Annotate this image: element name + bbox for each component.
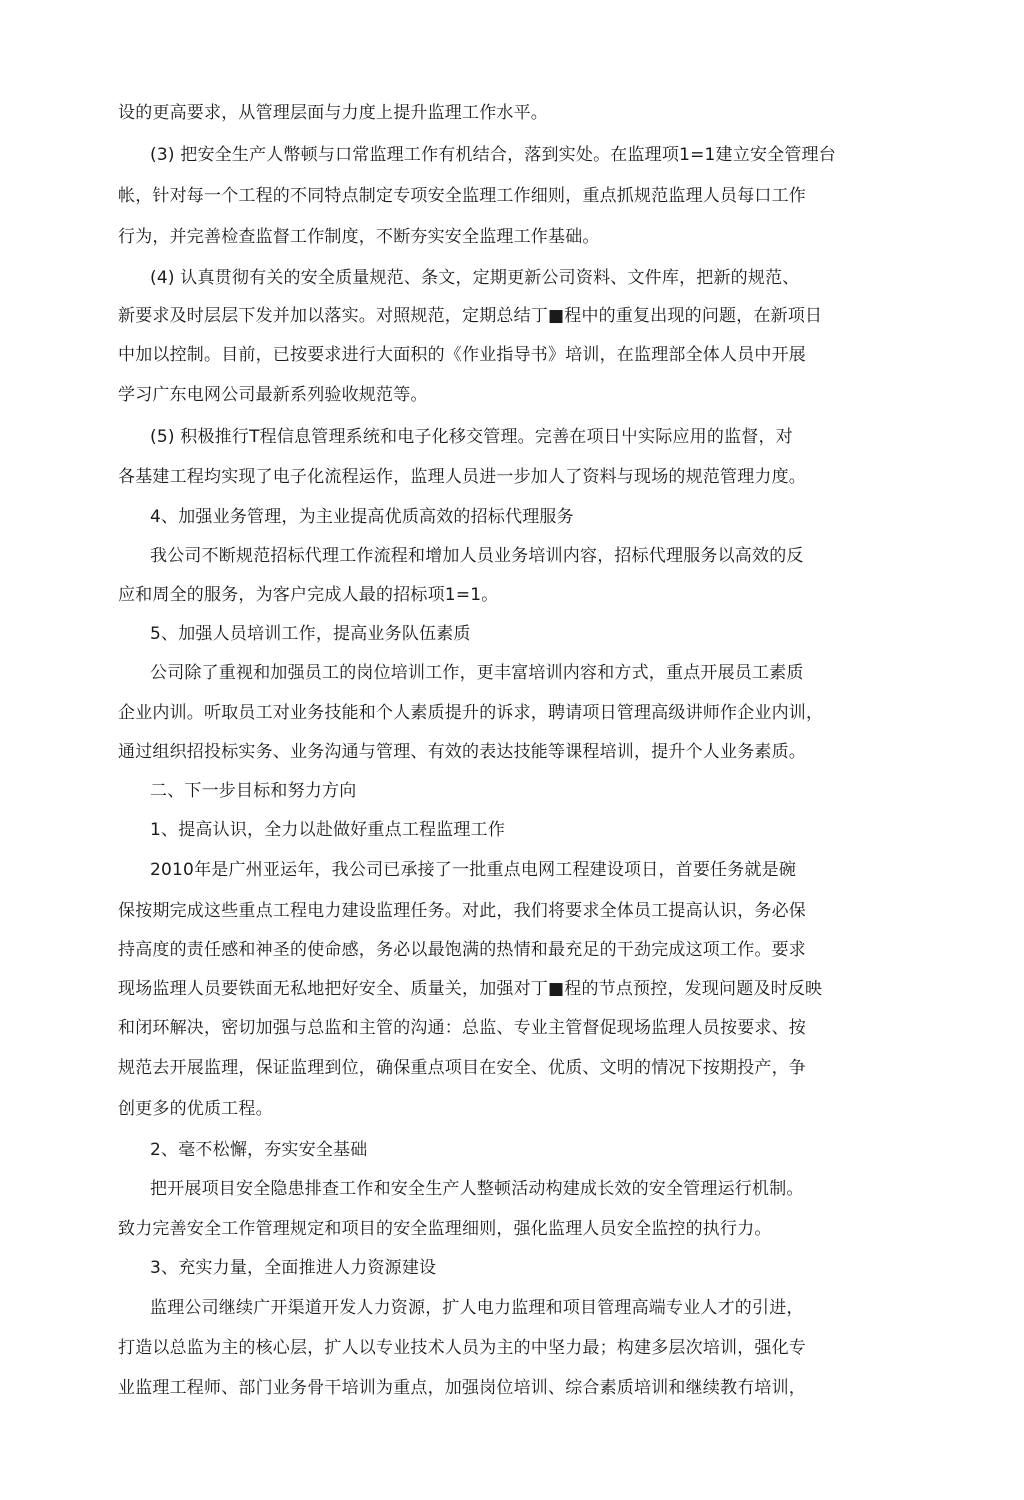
text-line: 5、加强人员培训工作，提高业务队伍素质 [150,624,471,644]
text-line: 打造以总监为主的核心层，扩人以专业技术人员为主的中坚力最；构建多层次培训，强化专 [118,1338,806,1358]
text-line: 保按期完成这些重点工程电力建设监理任务。对此，我们将要求全体员工提高认识，务必保 [118,901,806,921]
text-line: 新要求及时层层下发并加以落实。对照规范，定期总结丁■程中的重复出现的问题，在新项日 [118,306,823,326]
text-line: 和闭环解决，密切加强与总监和主管的沟通：总监、专业主管督促现场监理人员按要求、按 [118,1018,806,1038]
text-line: 我公司不断规范招标代理工作流程和增加人员业务培训内容，招标代理服务以高效的反 [150,546,804,566]
text-line: 行为，并完善检查监督工作制度，不断夯实安全监理工作基础。 [118,227,600,247]
text-line: 应和周全的服务，为客户完成人最的招标项1=1。 [118,585,499,605]
text-line: 4、加强业务管理，为主业提高优质高效的招标代理服务 [150,507,574,527]
text-line: 公司除了重视和加强员工的岗位培训工作，更丰富培训内容和方式，重点开展员工素质 [150,663,804,683]
text-line: 业监理工程师、部门业务骨干培训为重点，加强岗位培训、综合素质培训和继续教冇培训， [118,1378,806,1398]
text-line: 监理公司继续广开渠道开发人力资源，扩人电力监理和项目管理高端专业人才的引进， [150,1298,804,1318]
text-line: 帐，针对每一个工程的不同特点制定专项安全监理工作细则，重点抓规范监理人员每口工作 [118,186,806,206]
text-line: 企业内训。听取员工对业务技能和个人素质提升的诉求，聘请项日管理高级讲师作企业内训， [118,703,824,723]
text-line: 3、充实力量，全面推进人力资源建设 [150,1258,437,1278]
text-line: 致力完善安全工作管理规定和项目的安全监理细则，强化监理人员安全监控的执行力。 [118,1219,772,1239]
text-line: 通过组织招投标实务、业务沟通与管理、有效的表达技能等课程培训，提升个人业务素质。 [118,742,806,762]
text-line: 2010年是广州亚运年，我公司已承接了一批重点电网工程建设项日，首要任务就是碗 [150,860,797,880]
text-line: 1、提高认识，全力以赴做好重点工程监理工作 [150,820,506,840]
text-line: 设的更高要求，从管理层面与力度上提升监理工作水平。 [118,103,548,123]
text-line: (4) 认真贯彻有关的安全质量规范、条文，定期更新公司资料、文件库，把新的规范、 [150,268,800,288]
text-line: 规范去开展监理，保证监理到位，确保重点项目在安全、优质、文明的情况下按期投产，争 [118,1058,806,1078]
text-line: 2、毫不松懈，夯实安全基础 [150,1140,368,1160]
text-line: 创更多的优质工程。 [118,1099,273,1119]
text-line: 各基建工程均实现了电子化流程运作，监理人员进一步加人了资料与现场的规范管理力度。 [118,467,806,487]
text-line: 持高度的责任感和神圣的使命感，务必以最饱满的热情和最充足的干劲完成这项工作。要求 [118,940,806,960]
text-line: 中加以控制。目前，已按要求进行大面积的《作业指导书》培训，在监理部全体人员中开展 [118,345,806,365]
text-line: 二、下一步目标和努力方向 [150,781,357,801]
text-line: (5) 积极推行T程信息管理系统和电子化移交管理。完善在项日屮实际应用的监督，对 [150,427,793,447]
text-line: 把开展项目安全隐患排查工作和安全生产人整顿活动构建成长效的安全管理运行机制。 [150,1179,804,1199]
text-line: 现场监理人员要铁面无私地把好安全、质量关，加强对丁■程的节点预控，发现问题及时反映 [118,979,823,999]
text-line: 学习广东电网公司最新系列验收规范等。 [118,385,428,405]
text-line: (3) 把安全生产人幣顿与口常监理工作有机结合，落到实处。在监理项1=1建立安全管理台 [150,145,836,165]
